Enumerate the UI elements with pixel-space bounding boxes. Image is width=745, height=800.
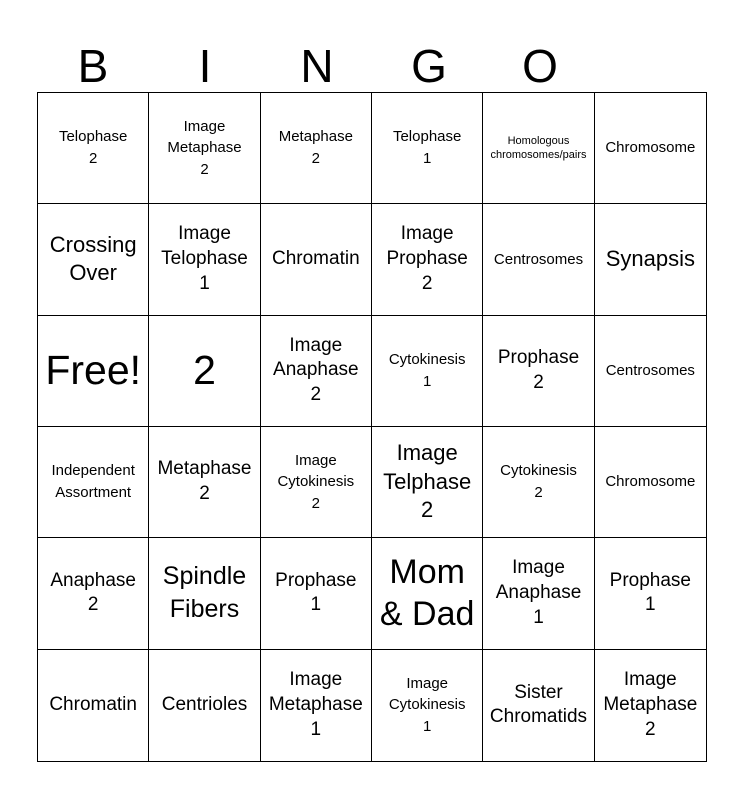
bingo-cell[interactable]: Image Telophase 1 xyxy=(149,204,260,315)
bingo-cell[interactable]: Homologous chromosomes/pairs xyxy=(483,93,594,204)
bingo-cell[interactable]: Image Metaphase 1 xyxy=(261,650,372,761)
bingo-cell[interactable]: Mom & Dad xyxy=(372,538,483,649)
bingo-cell[interactable]: Telophase 1 xyxy=(372,93,483,204)
header-letter-o: O xyxy=(522,40,558,92)
bingo-cell[interactable]: Metaphase 2 xyxy=(261,93,372,204)
bingo-cell[interactable]: Telophase 2 xyxy=(38,93,149,204)
bingo-cell[interactable]: Sister Chromatids xyxy=(483,650,594,761)
bingo-cell[interactable]: Image Cytokinesis 1 xyxy=(372,650,483,761)
bingo-cell[interactable]: Image Metaphase 2 xyxy=(149,93,260,204)
bingo-cell[interactable]: Centrosomes xyxy=(483,204,594,315)
bingo-cell-free[interactable]: Free! xyxy=(38,316,149,427)
bingo-cell[interactable]: Chromatin xyxy=(261,204,372,315)
bingo-cell[interactable]: Independent Assortment xyxy=(38,427,149,538)
bingo-cell[interactable]: Metaphase 2 xyxy=(149,427,260,538)
bingo-cell[interactable]: Centrosomes xyxy=(595,316,706,427)
bingo-cell[interactable]: Image Prophase 2 xyxy=(372,204,483,315)
header-letter-b: B xyxy=(77,40,109,92)
bingo-cell[interactable]: Image Anaphase 1 xyxy=(483,538,594,649)
bingo-cell[interactable]: Image Cytokinesis 2 xyxy=(261,427,372,538)
bingo-cell[interactable]: Chromosome xyxy=(595,93,706,204)
bingo-cell[interactable]: Centrioles xyxy=(149,650,260,761)
bingo-cell[interactable]: 2 xyxy=(149,316,260,427)
bingo-cell[interactable]: Chromatin xyxy=(38,650,149,761)
bingo-cell[interactable]: Prophase 1 xyxy=(595,538,706,649)
bingo-header xyxy=(37,38,707,94)
bingo-cell[interactable]: Prophase 2 xyxy=(483,316,594,427)
bingo-cell[interactable]: Cytokinesis 2 xyxy=(483,427,594,538)
bingo-cell[interactable]: Synapsis xyxy=(595,204,706,315)
bingo-cell[interactable]: Image Metaphase 2 xyxy=(603,669,698,740)
bingo-cell[interactable]: Chromosome xyxy=(595,427,706,538)
bingo-cell[interactable]: Image Telphase 2 xyxy=(372,427,483,538)
bingo-cell[interactable]: Cytokinesis 1 xyxy=(372,316,483,427)
bingo-cell[interactable]: Anaphase 2 xyxy=(38,538,149,649)
header-letter-n: N xyxy=(300,40,334,92)
bingo-grid xyxy=(37,92,707,762)
bingo-cell[interactable]: Crossing Over xyxy=(38,204,149,315)
bingo-cell[interactable]: Spindle Fibers xyxy=(149,538,260,649)
header-letter-i: I xyxy=(198,40,212,92)
header-letter-g: G xyxy=(411,40,447,92)
bingo-cell[interactable]: Image Anaphase 2 xyxy=(261,316,372,427)
bingo-cell[interactable]: Prophase 1 xyxy=(261,538,372,649)
